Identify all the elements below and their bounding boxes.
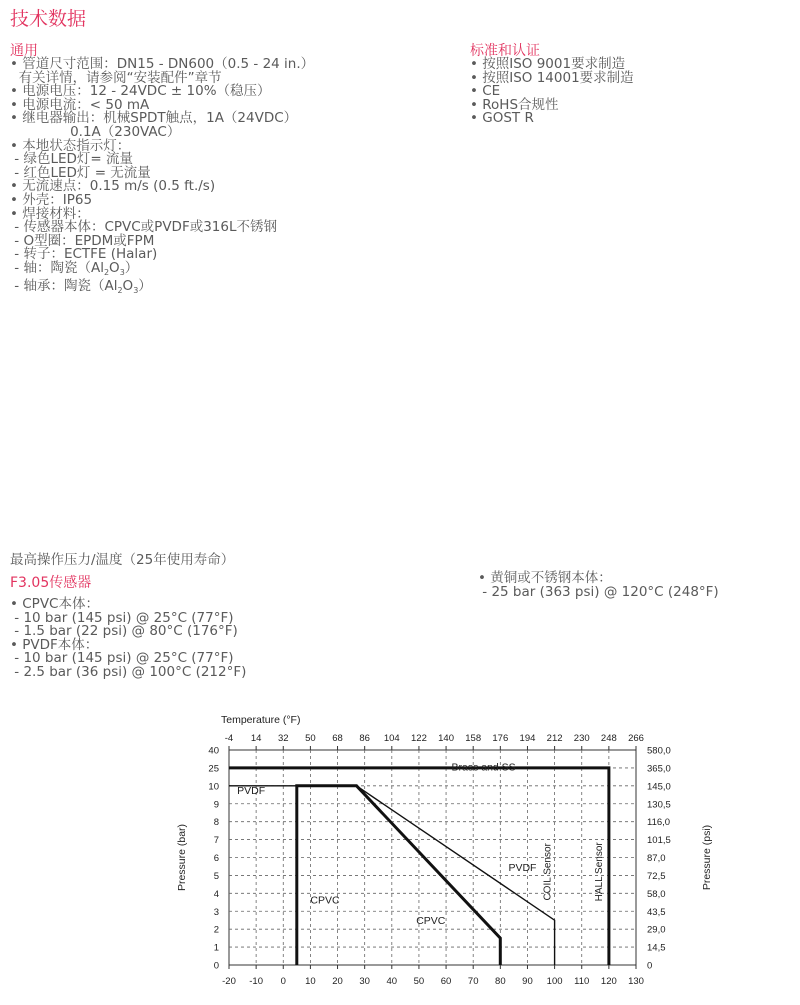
annotation-pvdf: PVDF: [508, 862, 537, 875]
general-spec-list: [10, 58, 314, 297]
subscript-2: 2: [117, 285, 123, 295]
x-tick-label-f: 230: [573, 733, 590, 744]
oxygen-symbol: O: [122, 277, 134, 294]
body-ratings-list: [10, 598, 246, 680]
y-tick-label-bar: 0: [213, 960, 219, 972]
x-tick-label-f: 68: [332, 733, 343, 744]
rating-line: • 黄铜或不锈钢本体：: [478, 570, 612, 586]
x-tick-label-f: 122: [411, 733, 427, 744]
close-paren: ）: [124, 259, 139, 276]
bearing-text: - 轴承：陶瓷（Al: [10, 277, 118, 294]
y-tick-label-bar: 10: [208, 781, 219, 793]
standards-line: • 按照ISO 14001要求制造: [470, 69, 634, 86]
x-tick-label-f: 248: [600, 733, 617, 744]
y-tick-label-psi: 580,0: [647, 745, 671, 757]
general-line: - 转子：ECTFE (Halar): [10, 246, 158, 263]
y-tick-label-psi: 130,5: [647, 799, 671, 811]
general-heading: 通用: [10, 43, 38, 59]
general-line: 0.1A（230VAC）: [10, 123, 181, 140]
y-tick-label-bar: 3: [213, 906, 219, 918]
standards-list: [470, 58, 634, 126]
y-tick-label-bar: 1: [213, 942, 219, 954]
pressure-temp-title: 最高操作压力/温度（25年使用寿命）: [10, 552, 235, 568]
x-tick-label-f: 266: [628, 733, 644, 744]
subscript-3: 3: [119, 267, 125, 277]
general-line: • 焊接材料：: [10, 205, 90, 222]
y-axis-title-left: Pressure (bar): [176, 823, 188, 892]
close-paren: ）: [138, 277, 152, 294]
rating-line: - 10 bar (145 psi) @ 25°C (77°F): [10, 650, 234, 667]
x-tick-label-c: 70: [467, 976, 479, 987]
rating-line: - 1.5 bar (22 psi) @ 80°C (176°F): [10, 623, 238, 640]
x-tick-label-f: 158: [465, 733, 482, 744]
annotation-cpvc: CPVC: [416, 914, 446, 927]
x-tick-label-f: -4: [224, 733, 234, 744]
y-tick-label-bar: 40: [208, 745, 219, 757]
x-tick-label-f: 194: [519, 733, 536, 744]
y-tick-label-psi: 43,5: [647, 906, 666, 918]
x-axis-title: Temperature (°F): [221, 714, 301, 726]
general-line: - 传感器本体：CPVC或PVDF或316L不锈钢: [10, 219, 278, 236]
x-tick-label-f: 32: [277, 733, 289, 744]
y-axis-title-right: Pressure (psi): [701, 824, 713, 891]
y-tick-label-psi: 14,5: [647, 942, 666, 954]
pressure-temperature-chart: [0, 700, 800, 1005]
general-line-bearing: [10, 277, 314, 298]
rating-line: - 25 bar (363 psi) @ 120°C (248°F): [478, 583, 719, 600]
standards-line: • RoHS合规性: [470, 96, 559, 113]
annotation-pvdf: PVDF: [237, 784, 266, 797]
y-tick-label-psi: 72,5: [647, 870, 666, 882]
y-tick-label-psi: 87,0: [647, 853, 666, 864]
x-tick-label-f: 212: [546, 733, 563, 744]
standards-heading: 标准和认证: [470, 43, 540, 59]
rating-line: • PVDF本体：: [10, 636, 99, 653]
general-line: • 电源电压：12 - 24VDC ± 10%（稳压）: [10, 83, 271, 100]
y-tick-label-bar: 8: [213, 817, 219, 829]
x-tick-label-f: 86: [359, 733, 370, 744]
sensor-heading: F3.05传感器: [10, 575, 92, 591]
y-tick-label-bar: 7: [213, 835, 219, 847]
rating-line: - 2.5 bar (36 psi) @ 100°C (212°F): [10, 663, 247, 680]
x-tick-label-f: 14: [250, 733, 262, 744]
y-tick-label-bar: 6: [213, 853, 219, 864]
subscript-3: 3: [133, 285, 139, 295]
general-line: • 继电器输出：机械SPDT触点，1A（24VDC）: [10, 110, 298, 127]
x-tick-label-c: 90: [522, 976, 533, 987]
y-tick-label-psi: 0: [647, 960, 653, 972]
x-tick-label-c: 120: [600, 976, 617, 987]
x-tick-label-c: -10: [249, 976, 264, 987]
x-tick-label-c: 0: [280, 976, 286, 987]
annotation-coil-sensor: COIL Sensor: [542, 843, 554, 901]
general-line: - 红色LED灯 = 无流量: [10, 164, 151, 181]
y-tick-label-psi: 145,0: [647, 781, 671, 793]
y-tick-label-psi: 58,0: [647, 888, 666, 900]
rating-line: • CPVC本体：: [10, 596, 99, 612]
y-tick-label-psi: 101,5: [647, 835, 671, 847]
standards-line: • CE: [470, 83, 501, 100]
y-tick-label-bar: 9: [213, 799, 219, 811]
standards-line: • GOST R: [470, 110, 534, 127]
general-line: • 外壳：IP65: [10, 191, 93, 208]
x-tick-label-c: 10: [305, 976, 316, 987]
general-line: • 管道尺寸范围：DN15 - DN600（0.5 - 24 in.）: [10, 56, 315, 72]
x-tick-label-c: -20: [222, 976, 236, 987]
standards-line: • 按照ISO 9001要求制造: [470, 56, 626, 72]
y-tick-label-bar: 5: [213, 870, 219, 882]
x-tick-label-f: 104: [383, 733, 400, 744]
y-tick-label-psi: 29,0: [647, 924, 666, 936]
general-line: • 无流速点：0.15 m/s (0.5 ft./s): [10, 178, 216, 195]
x-tick-label-c: 50: [413, 976, 425, 987]
x-tick-label-f: 140: [438, 733, 454, 744]
shaft-text: - 轴：陶瓷（Al: [10, 259, 104, 276]
y-tick-label-bar: 4: [213, 888, 219, 900]
x-tick-label-c: 60: [440, 976, 452, 987]
x-tick-label-c: 80: [495, 976, 506, 987]
annotation-cpvc: CPVC: [310, 894, 340, 907]
y-tick-label-bar: 25: [208, 763, 219, 775]
y-tick-label-psi: 365,0: [647, 763, 671, 775]
subscript-2: 2: [103, 267, 110, 277]
general-line: - 绿色LED灯= 流量: [10, 151, 134, 168]
x-tick-label-c: 110: [574, 976, 590, 987]
annotation-brass-and-ss: Brass and SS: [451, 761, 516, 774]
x-tick-label-f: 176: [492, 733, 509, 744]
general-line: • 电源电流：< 50 mA: [10, 96, 150, 113]
x-tick-label-c: 40: [386, 976, 398, 987]
general-line: • 本地状态指示灯：: [10, 137, 131, 154]
general-line: - O型圈：EPDM或FPM: [10, 232, 155, 249]
general-line: 有关详情，请参阅“安装配件”章节: [10, 69, 222, 86]
metal-ratings-list: [478, 572, 719, 599]
annotation-hall-sensor: HALL Sensor: [594, 842, 606, 902]
x-tick-label-c: 100: [546, 976, 563, 987]
rating-line: - 10 bar (145 psi) @ 25°C (77°F): [10, 609, 234, 626]
x-tick-label-c: 130: [628, 976, 644, 987]
x-tick-label-c: 20: [332, 976, 343, 987]
oxygen-symbol: O: [109, 259, 120, 276]
x-tick-label-c: 30: [359, 976, 370, 987]
y-tick-label-psi: 116,0: [647, 817, 671, 829]
page-title: 技术数据: [10, 8, 87, 30]
y-tick-label-bar: 2: [213, 924, 219, 936]
x-tick-label-f: 50: [305, 733, 316, 744]
